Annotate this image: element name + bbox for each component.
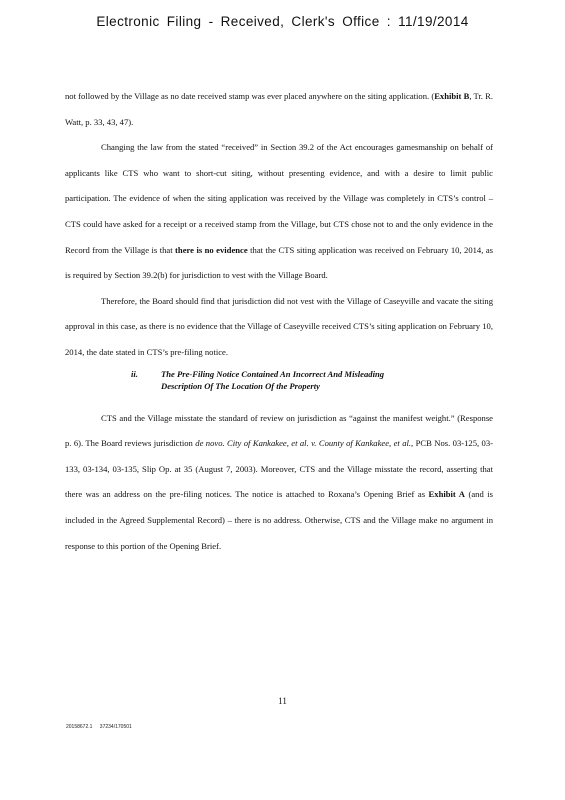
- body-text: [65, 84, 493, 559]
- document-id: 20158672.1 37234/170501: [66, 724, 132, 730]
- paragraph-therefore: [65, 289, 493, 366]
- section-number: ii.: [131, 368, 138, 379]
- page-number: 11: [278, 696, 287, 706]
- exhibit-reference: Exhibit B: [434, 91, 470, 101]
- text-run: Changing the law from the stated “received” in Section 39.2 of the Act encourages gamesmanship on behalf of applicants like CTS who want to short-cut siting, without presenting evidence, and with a desire to limit public participation. The evidence of when the siting application was received by the Village was completely in CTS’s control – CTS could have asked for a receipt or a received stamp from the Village, but CTS chose not to and the only evidence in the Record from the Village is that: [65, 142, 493, 255]
- text-run: Therefore, the Board should find that jurisdiction did not vest with the Village of Caseyville and vacate the siting approval in this case, as there is no evidence that the Village of Caseyville received CTS’s siting application on February 10, 2014, the date stated in CTS’s pre-filing notice.: [65, 295, 493, 357]
- section-heading-line-2: Description Of The Location Of the Property: [161, 380, 320, 391]
- text-run: CTS and the Village misstate the standard of review on jurisdiction as “against the manifest weight.” (Response p. 6). The Board reviews jurisdiction: [65, 412, 493, 449]
- filing-stamp-header: Electronic Filing - Received, Clerk's Office : 11/19/2014: [96, 14, 469, 29]
- text-run: not followed by the Village as no date received stamp was ever placed anywhere on the siting application. (: [65, 91, 435, 101]
- text-run: , Tr. R. Watt, p. 33, 43, 47).: [65, 91, 493, 127]
- section-heading-line-1: [131, 368, 493, 380]
- paragraph-continuation: [65, 84, 493, 135]
- text-run: , PCB Nos. 03-125, 03-133, 03-134, 03-135, Slip Op. at 35 (August 7, 2003). Moreover, CTS and the Village misstate the record, asserting that there was an address on the pre-filing notices. The notice is attached to Roxana’s Opening Brief as: [65, 438, 493, 500]
- paragraph-changing-the-law: [65, 135, 493, 289]
- paragraph-standard-of-review: [65, 406, 493, 560]
- section-heading-text: The Pre-Filing Notice Contained An Incorrect And Misleading: [161, 368, 385, 379]
- emphasis-bold: there is no evidence: [175, 244, 248, 255]
- section-heading: [65, 368, 493, 392]
- exhibit-reference: Exhibit A: [428, 489, 465, 500]
- case-citation: de novo. City of Kankakee, et al. v. County of Kankakee, et al.: [195, 438, 412, 449]
- text-run: that the CTS siting application was received on February 10, 2014, as is required by Section 39.2(b) for jurisdiction to vest with the Village Board.: [65, 244, 494, 281]
- text-run: (and is included in the Agreed Supplemental Record) – there is no address. Otherwise, CTS and the Village make no argument in response to this portion of the Opening Brief.: [65, 489, 493, 551]
